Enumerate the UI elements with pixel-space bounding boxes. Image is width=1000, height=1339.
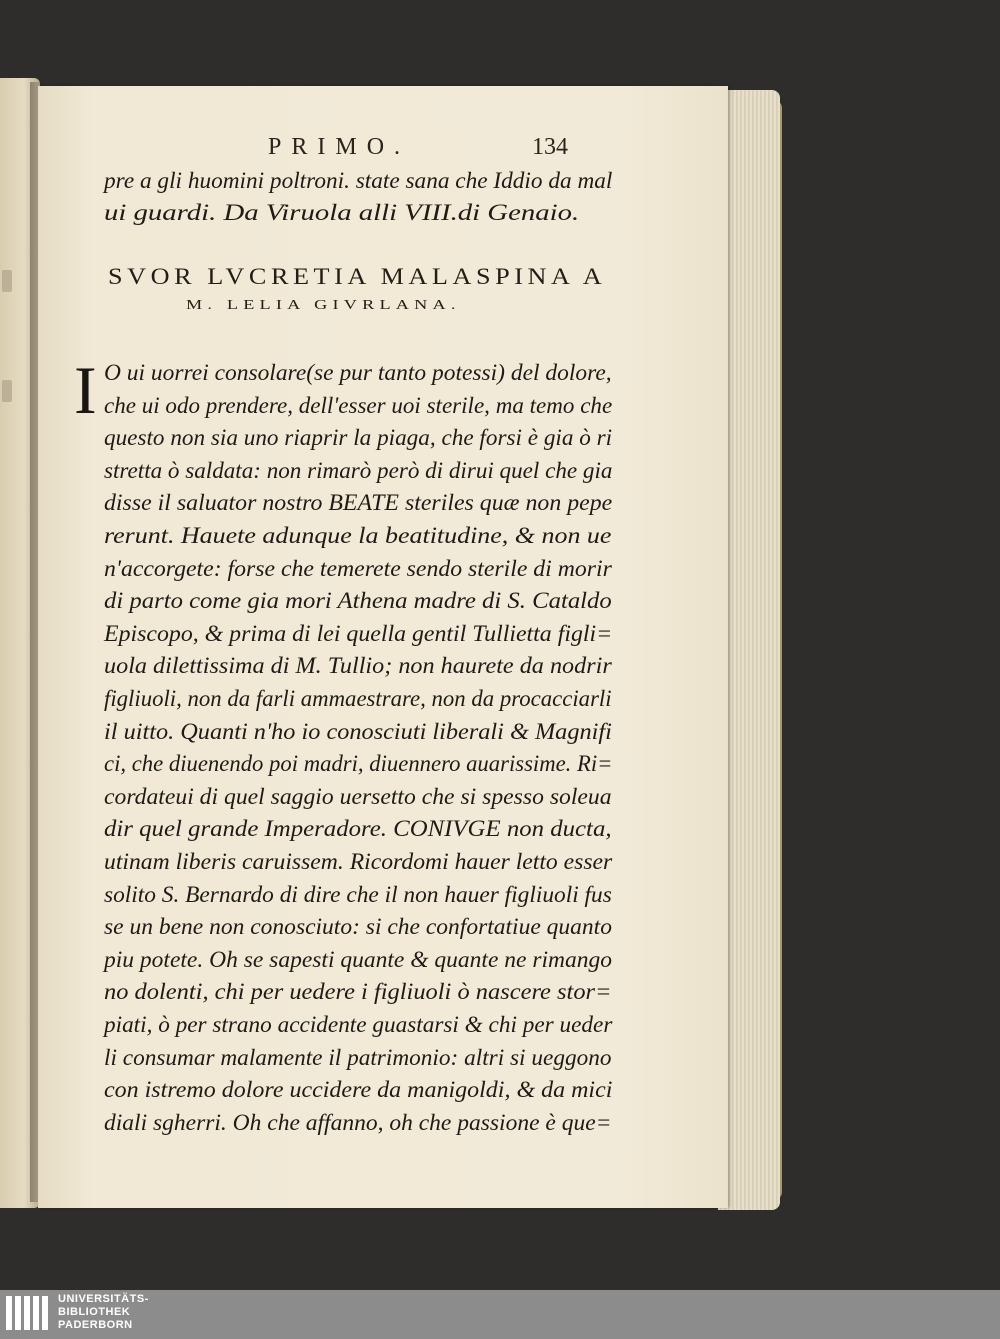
running-head: PRIMO. [268,134,411,160]
library-logo-icon [4,1292,50,1336]
body-line: rerunt. Hauete adunque la beatitudine, & non ue [104,523,612,548]
library-name-line: PADERBORN [58,1319,133,1331]
body-line: O ui uorrei consolare(se pur tanto potessi) del dolore, [104,360,612,385]
body-line: cordateui di quel saggio uersetto che si spesso soleua [104,783,612,809]
page-number: 134 [532,134,568,160]
body-line: ci, che diuenendo poi madri, diuennero auarissime. Ri= [104,751,613,777]
closing-line: pre a gli huomini poltroni. state sana che Iddio da mal [104,168,613,193]
body-line: Episcopo, & prima di lei quella gentil Tullietta figli= [104,620,613,646]
closing-line: ui guardi. Da Viruola alli VIII.di Genaio. [104,200,580,225]
body-line: che ui odo prendere, dell'esser uoi sterile, ma temo che [104,392,613,418]
library-name-line: BIBLIOTHEK [58,1306,131,1318]
body-line: li consumar malamente il patrimonio: altri si ueggono [104,1044,612,1070]
body-line: no dolenti, chi per uedere i figliuoli ò nascere stor= [104,979,612,1005]
body-line: questo non sia uno riaprir la piaga, che forsi è gia ò ri [104,425,613,451]
book-page [38,86,728,1208]
body-line: utinam liberis caruissem. Ricordomi hauer letto esser [104,849,613,874]
drop-cap: I [74,352,97,428]
body-line: il uitto. Quanti n'ho io conosciuti liberali & Magnifi [104,718,612,744]
body-line: se un bene non conosciuto: si che confortatiue quanto [104,914,612,940]
left-page-bleed-mark [2,270,12,292]
left-page-bleed-mark [2,380,12,402]
body-line: stretta ò saldata: non rimarò però di dirui quel che gia [104,457,613,483]
library-name [58,1293,149,1332]
body-line: disse il saluator nostro BEATE steriles quæ non pepe [104,490,613,516]
letter-recipient: M. LELIA GIVRLANA. [186,298,461,313]
body-line: n'accorgete: forse che temerete sendo sterile di morir [104,555,612,581]
letter-title: SVOR LVCRETIA MALASPINA A [108,264,607,289]
library-footer [0,1290,1000,1339]
body-line: piati, ò per strano accidente guastarsi & chi per ueder [104,1012,613,1037]
body-line: figliuoli, non da farli ammaestrare, non da procacciarli [104,686,612,711]
body-line: uola dilettissima di M. Tullio; non haurete da nodrir [104,653,612,679]
body-line: solito S. Bernardo di dire che il non hauer figliuoli fus [104,881,612,907]
body-line: diali sgherri. Oh che affanno, oh che passione è que= [104,1109,612,1135]
body-line: dir quel grande Imperadore. CONIVGE non ducta, [104,816,612,842]
body-line: piu potete. Oh se sapesti quante & quante ne rimango [104,946,612,972]
body-line: di parto come gia mori Athena madre di S. Cataldo [104,588,612,614]
body-line: con istremo dolore uccidere da manigoldi, & da mici [104,1077,613,1103]
library-name-line: UNIVERSITÄTS- [58,1293,149,1305]
